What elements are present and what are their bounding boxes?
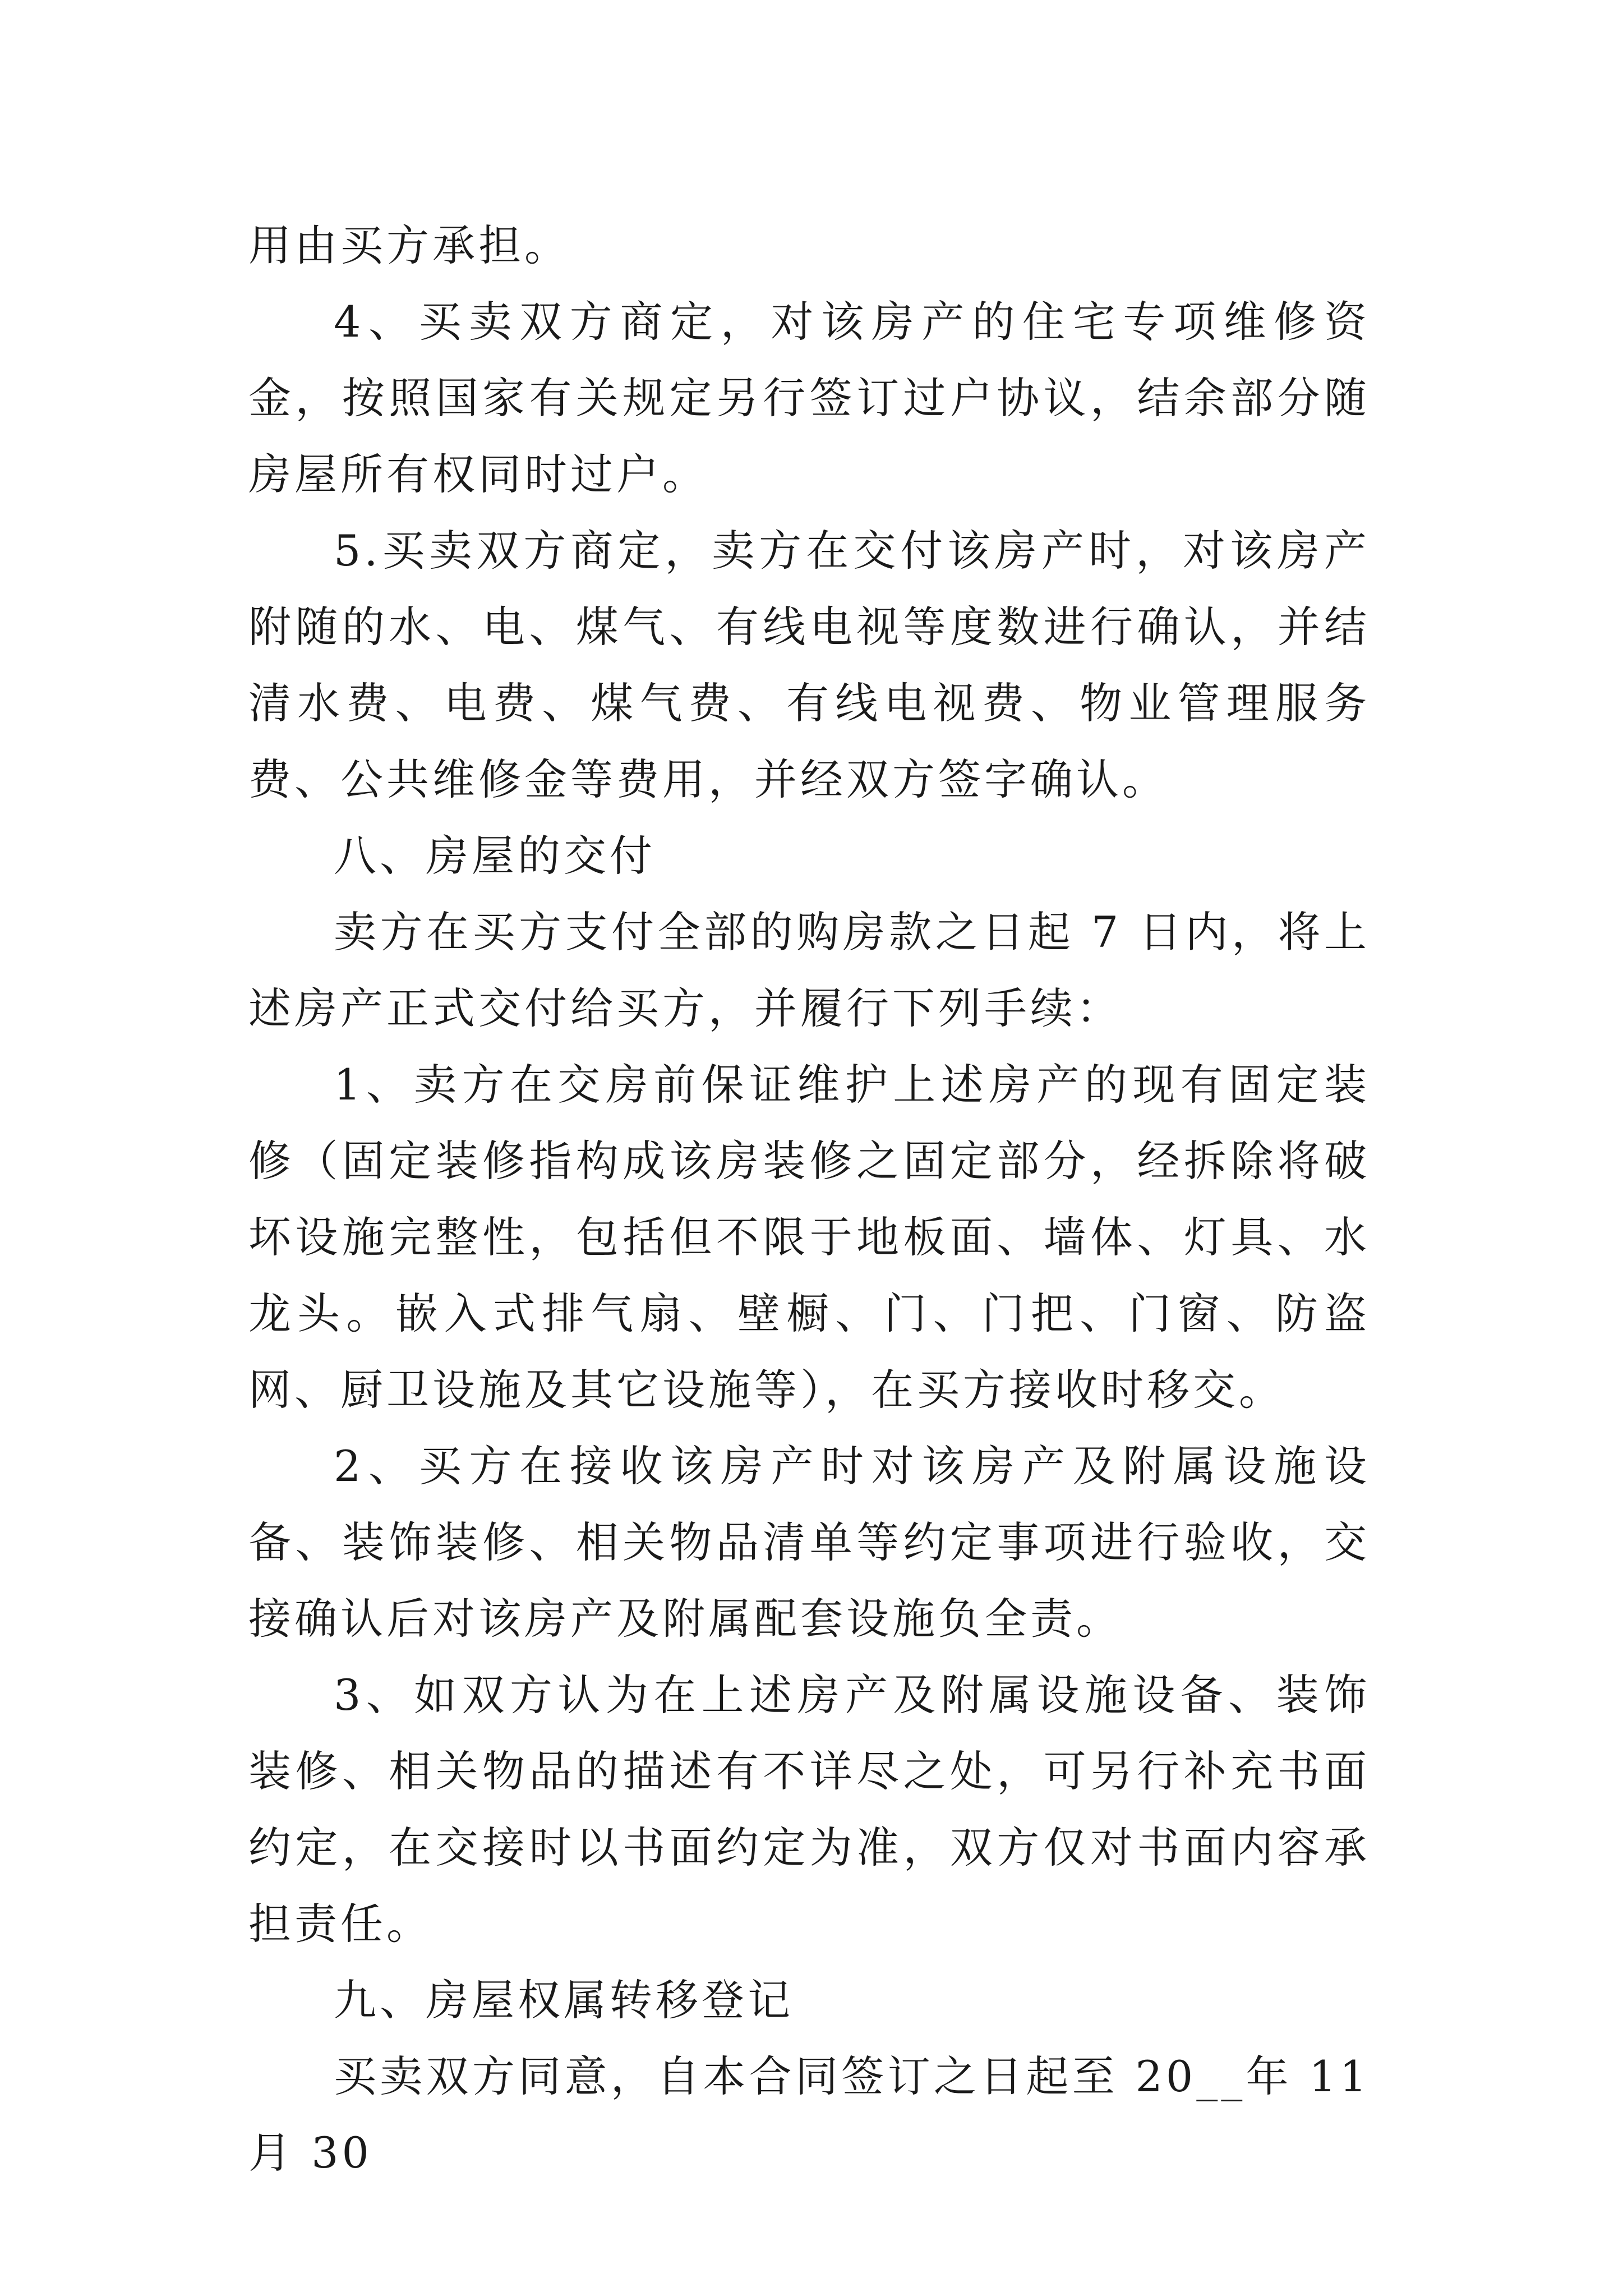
paragraph-delivery-intro: 卖方在买方支付全部的购房款之日起 7 日内，将上述房产正式交付给买方，并履行下列手续： <box>248 907 1370 1033</box>
paragraph-delivery-3: 3、如双方认为在上述房产及附属设施设备、装饰装修、相关物品的描述有不详尽之处，可另行补充书面约定，在交接时以书面约定为准，双方仅对书面内容承担责任。 <box>248 1670 1370 1949</box>
paragraph-transfer-intro: 买卖双方同意，自本合同签订之日起至 20__年 11 月 30 <box>248 2051 1387 2178</box>
document-body <box>248 208 1387 2191</box>
paragraph-continuation: 用由买方承担。 <box>248 220 570 270</box>
paragraph-clause-5: 5.买卖双方商定，卖方在交付该房产时，对该房产附随的水、电、煤气、有线电视等度数进行确认，并结清水费、电费、煤气费、有线电视费、物业管理服务费、公共维修金等费用，并经双方签字确认。 <box>248 526 1370 804</box>
paragraph-delivery-1: 1、卖方在交房前保证维护上述房产的现有固定装修（固定装修指构成该房装修之固定部分，经拆除将破坏设施完整性，包括但不限于地板面、墙体、灯具、水龙头。嵌入式排气扇、壁橱、门、门把、门窗、防盗网、厨卫设施及其它设施等），在买方接收时移交。 <box>248 1060 1370 1415</box>
section-heading-transfer: 九、房屋权属转移登记 <box>334 1975 794 2025</box>
section-heading-delivery: 八、房屋的交付 <box>334 831 656 881</box>
paragraph-clause-4: 4、买卖双方商定，对该房产的住宅专项维修资金，按照国家有关规定另行签订过户协议，结余部分随房屋所有权同时过户。 <box>248 297 1370 499</box>
paragraph-delivery-2: 2、买方在接收该房产时对该房产及附属设施设备、装饰装修、相关物品清单等约定事项进行验收，交接确认后对该房产及附属配套设施负全责。 <box>248 1441 1370 1644</box>
